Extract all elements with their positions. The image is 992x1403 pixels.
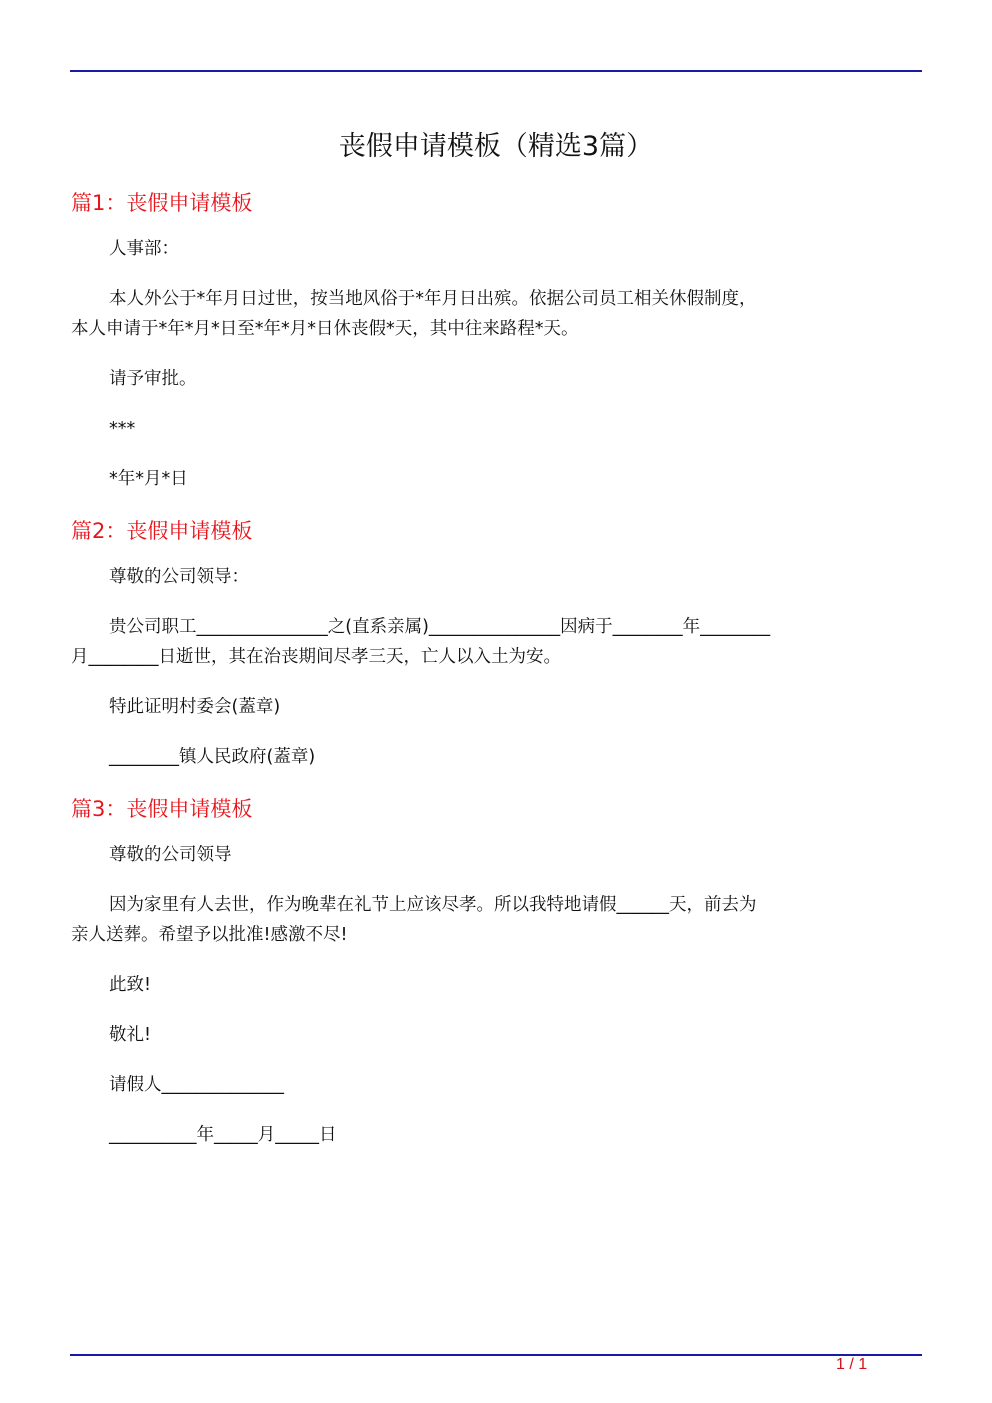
- paragraph: 贵公司职工_______________之(直系亲属)_______________因病于________年________月________日逝世，其在治丧期间尽孝三天，亡人以入土为安。: [71, 617, 771, 667]
- paragraph: 尊敬的公司领导: [109, 845, 232, 865]
- paragraph: 此致!: [109, 975, 152, 995]
- section-1: [71, 186, 771, 494]
- paragraph: 特此证明村委会(蓋章): [109, 697, 281, 717]
- paragraph: 人事部：: [109, 239, 179, 259]
- section-heading: 篇2：丧假申请模板: [71, 519, 253, 543]
- paragraph: 请假人______________: [109, 1075, 284, 1095]
- section-3: [71, 792, 771, 1150]
- paragraph: ________镇人民政府(蓋章): [109, 747, 316, 767]
- section-2: [71, 514, 771, 772]
- paragraph: 因为家里有人去世，作为晚辈在礼节上应该尽孝。所以我特地请假______天，前去为亲人送葬。希望予以批准!感激不尽!: [71, 895, 757, 945]
- footer-rule: [70, 1354, 922, 1356]
- paragraph: __________年_____月_____日: [109, 1125, 337, 1145]
- paragraph: *年*月*日: [109, 469, 188, 489]
- section-heading: 篇3：丧假申请模板: [71, 797, 253, 821]
- document-title: 丧假申请模板（精选3篇）: [338, 131, 654, 162]
- section-heading: 篇1：丧假申请模板: [71, 191, 253, 215]
- paragraph: 请予审批。: [109, 369, 197, 389]
- header-rule: [70, 70, 922, 72]
- document-body: [71, 186, 771, 1170]
- paragraph: 敬礼!: [109, 1025, 152, 1045]
- paragraph: 尊敬的公司领导：: [109, 567, 249, 587]
- paragraph: 本人外公于*年月日过世，按当地风俗于*年月日出殡。依据公司员工相关休假制度，本人申请于*年*月*日至*年*月*日休丧假*天，其中往来路程*天。: [71, 289, 757, 339]
- page-number: 1 / 1: [836, 1356, 868, 1373]
- paragraph: ***: [109, 419, 136, 439]
